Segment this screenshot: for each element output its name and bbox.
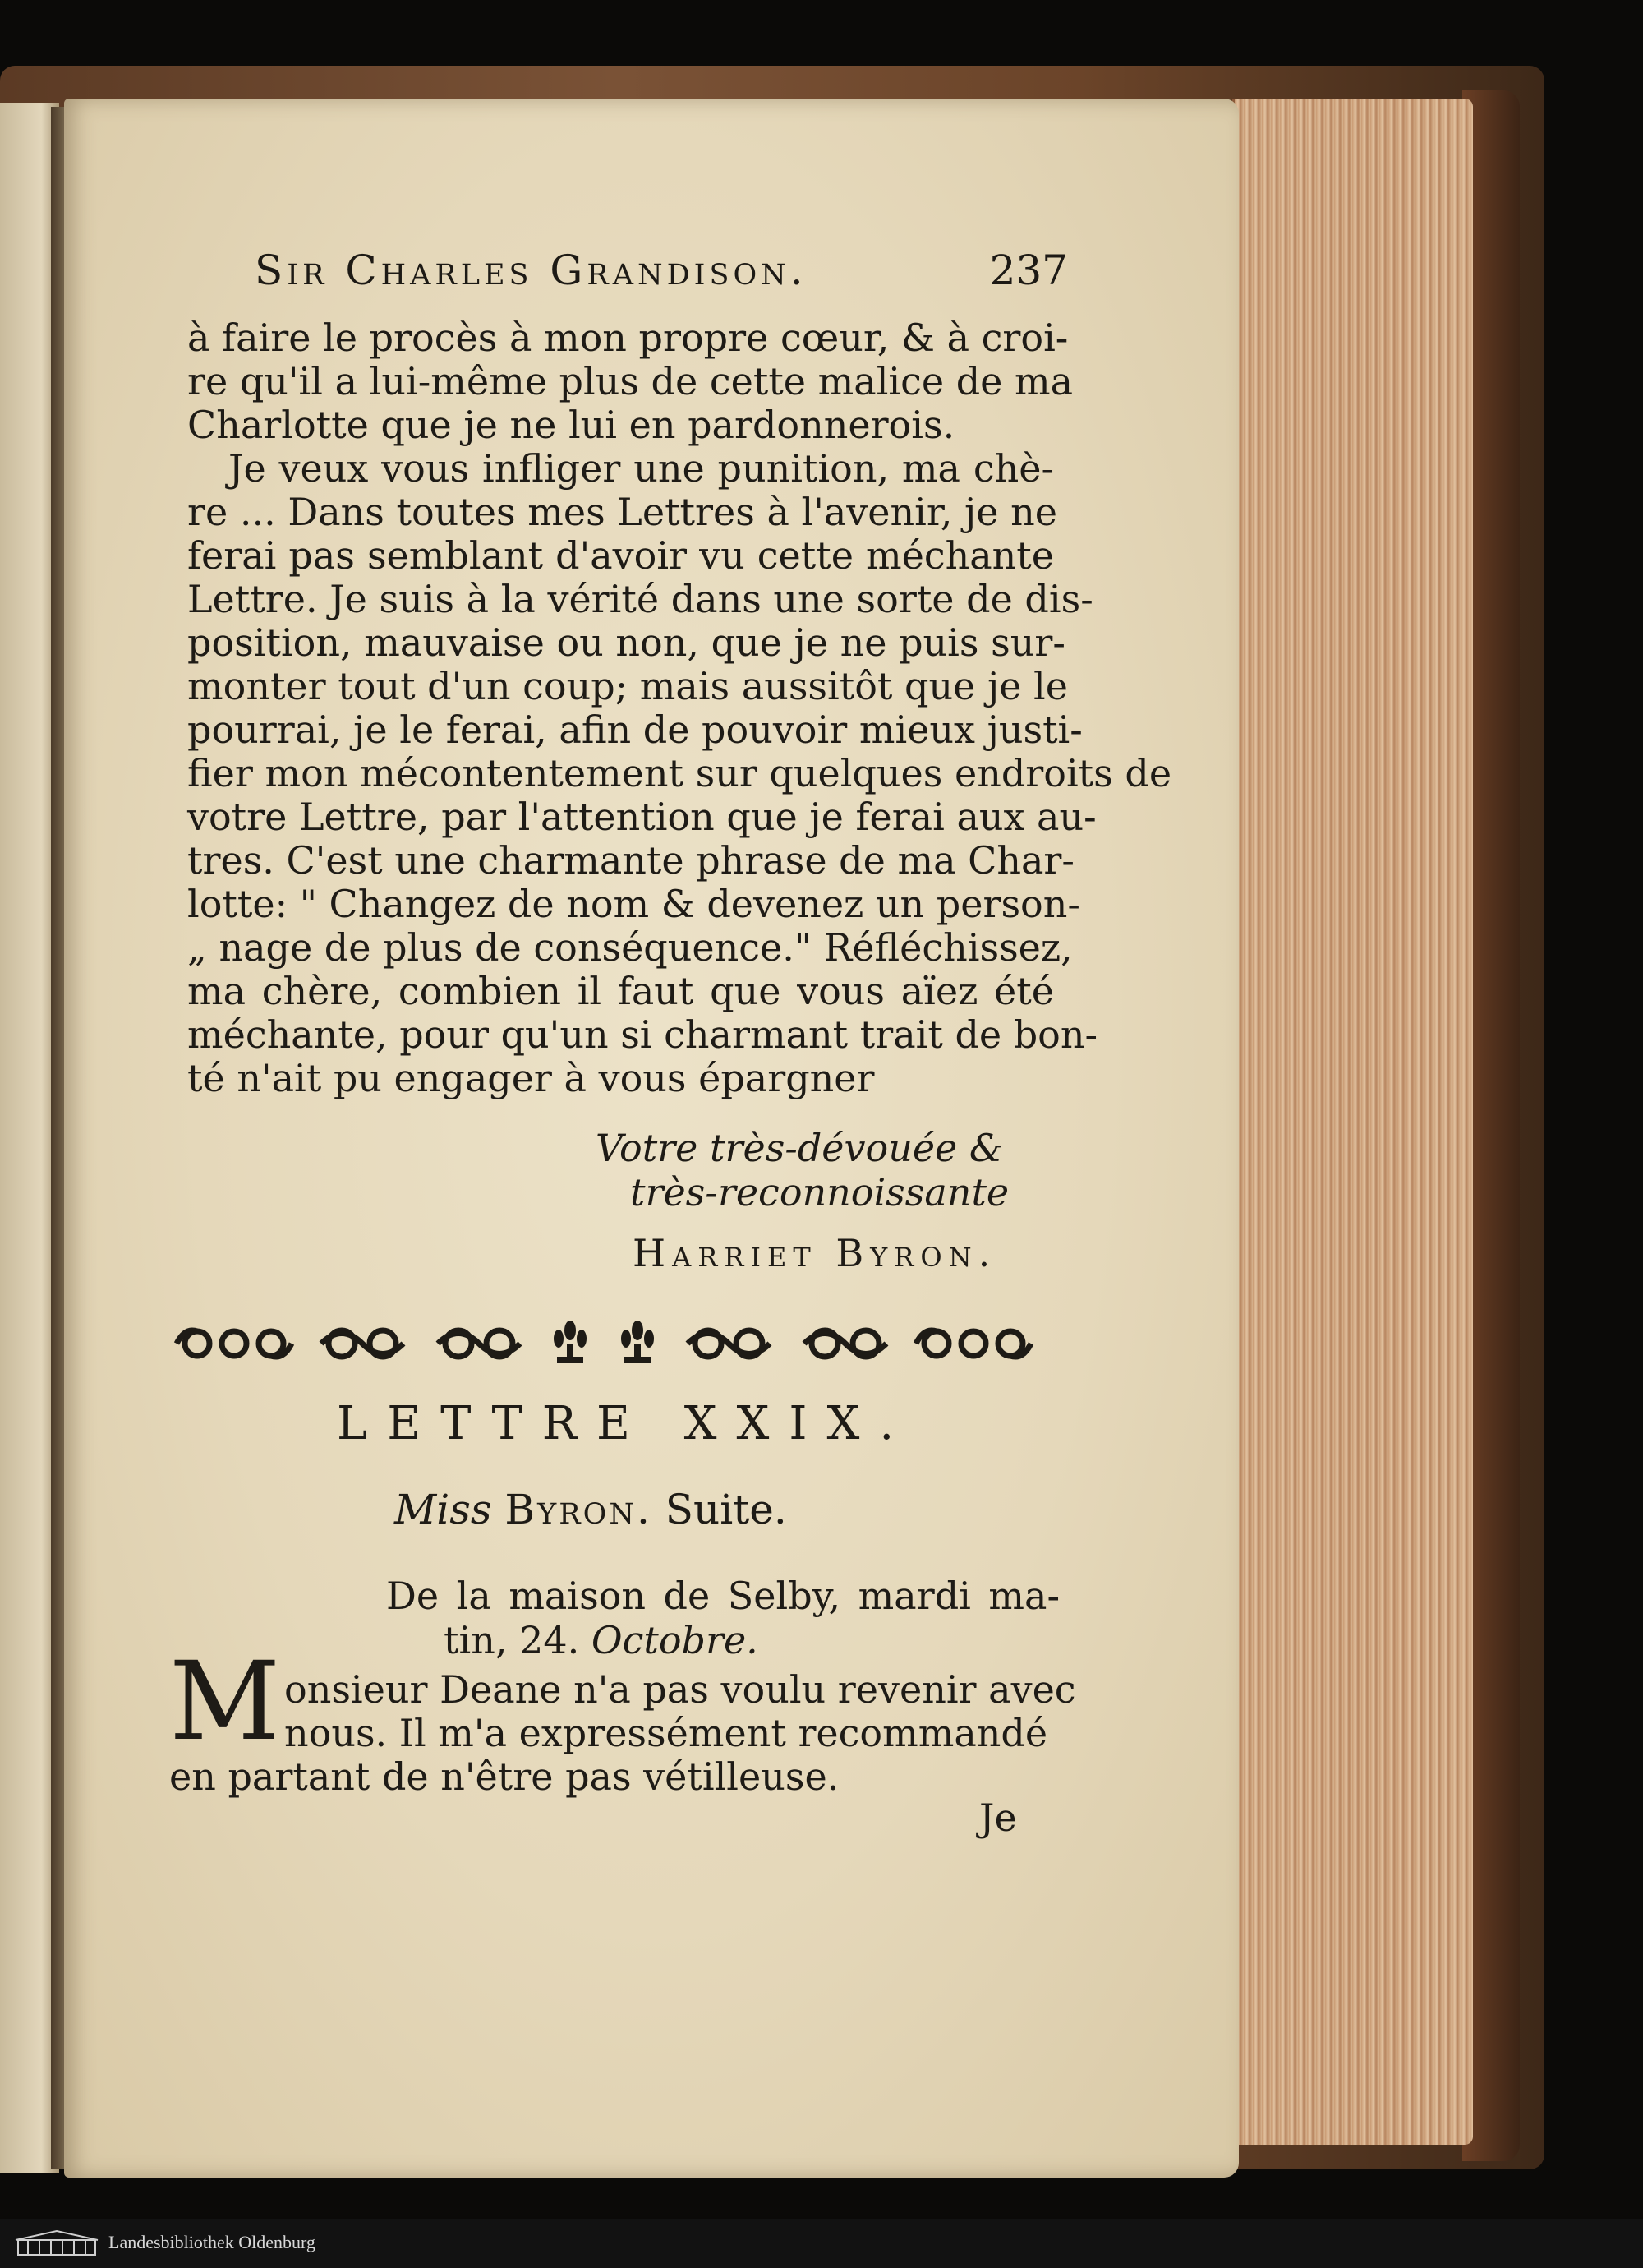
running-title: Sir Charles Grandison. [255, 247, 808, 294]
fleuron-icon [545, 1319, 595, 1368]
text-line: fier mon mécontentement sur quelques endroits de [187, 751, 1172, 795]
letter-heading: LETTRE XXIX. [337, 1397, 914, 1450]
subheading-suite: Suite. [665, 1486, 787, 1533]
text-line: méchante, pour qu'un si charmant trait de bon- [187, 1012, 1098, 1057]
dateline-month: Octobre. [591, 1618, 758, 1662]
running-head [255, 247, 1068, 304]
text-line: Charlotte que je ne lui en pardonnerois. [187, 403, 955, 447]
text-line: ferai pas semblant d'avoir vu cette méchante [187, 533, 1054, 578]
subheading-title: Miss [394, 1486, 492, 1533]
catchword: Je [979, 1796, 1017, 1840]
drop-cap: M [169, 1639, 281, 1765]
text-line: té n'ait pu engager à vous épargner [187, 1056, 875, 1100]
text-line: „ nage de plus de conséquence." Réfléchissez, [187, 925, 1073, 970]
text-line: en partant de n'être pas vétilleuse. [169, 1754, 840, 1799]
subheading-name: Byron. [504, 1486, 652, 1533]
text-line: nous. Il m'a expressément recommandé [284, 1711, 1048, 1755]
scroll-ornament-icon [796, 1323, 895, 1364]
page-number: 237 [989, 247, 1068, 294]
text-line: monter tout d'un coup; mais aussitôt que je le [187, 664, 1068, 708]
scroll-ornament-icon [679, 1323, 778, 1364]
opening-paragraph [169, 1667, 1076, 1799]
scroll-ornament-icon [173, 1323, 296, 1364]
library-logo-icon [12, 2229, 102, 2258]
text-line: ma chère, combien il faut que vous aïez été [187, 969, 1054, 1013]
dateline-line: De la maison de Selby, mardi ma- [386, 1574, 1060, 1618]
signature: Harriet Byron. [633, 1231, 997, 1275]
signoff-line: très-reconnoissante [630, 1170, 1010, 1215]
library-name: Landesbibliothek Oldenburg [108, 2232, 315, 2252]
text-line: tres. C'est une charmante phrase de ma Char- [187, 838, 1075, 883]
dateline-line [386, 1618, 1060, 1662]
viewer-footer [0, 2219, 1643, 2268]
dateline-day: tin, 24. [444, 1618, 580, 1662]
text-line: à faire le procès à mon propre cœur, & à croi- [187, 316, 1069, 360]
scroll-ornament-icon [430, 1323, 528, 1364]
text-line: position, mauvaise ou non, que je ne puis sur- [187, 620, 1065, 665]
text-line: re ... Dans toutes mes Lettres à l'avenir, je ne [187, 490, 1057, 534]
fleuron-icon [613, 1319, 662, 1368]
text-line: onsieur Deane n'a pas voulu revenir avec [284, 1667, 1076, 1712]
text-line: votre Lettre, par l'attention que je ferai aux au- [187, 795, 1097, 839]
text-line: re qu'il a lui-même plus de cette malice de ma [187, 359, 1074, 403]
text-line: pourrai, je le ferai, afin de pouvoir mieux justi- [187, 708, 1083, 752]
letter-subheading [394, 1486, 787, 1533]
signoff-line: Votre très-dévouée & [596, 1126, 1003, 1170]
text-line: Lettre. Je suis à la vérité dans une sorte de dis- [187, 577, 1093, 621]
scroll-ornament-icon [912, 1323, 1035, 1364]
body-text [187, 316, 1172, 1100]
scroll-ornament-icon [313, 1323, 412, 1364]
dateline [386, 1574, 1060, 1662]
text-line: Je veux vous infliger une punition, ma chè- [228, 446, 1054, 491]
page-edges [1232, 99, 1473, 2145]
ornament-band [173, 1315, 1035, 1372]
text-line: lotte: " Changez de nom & devenez un person- [187, 882, 1080, 926]
